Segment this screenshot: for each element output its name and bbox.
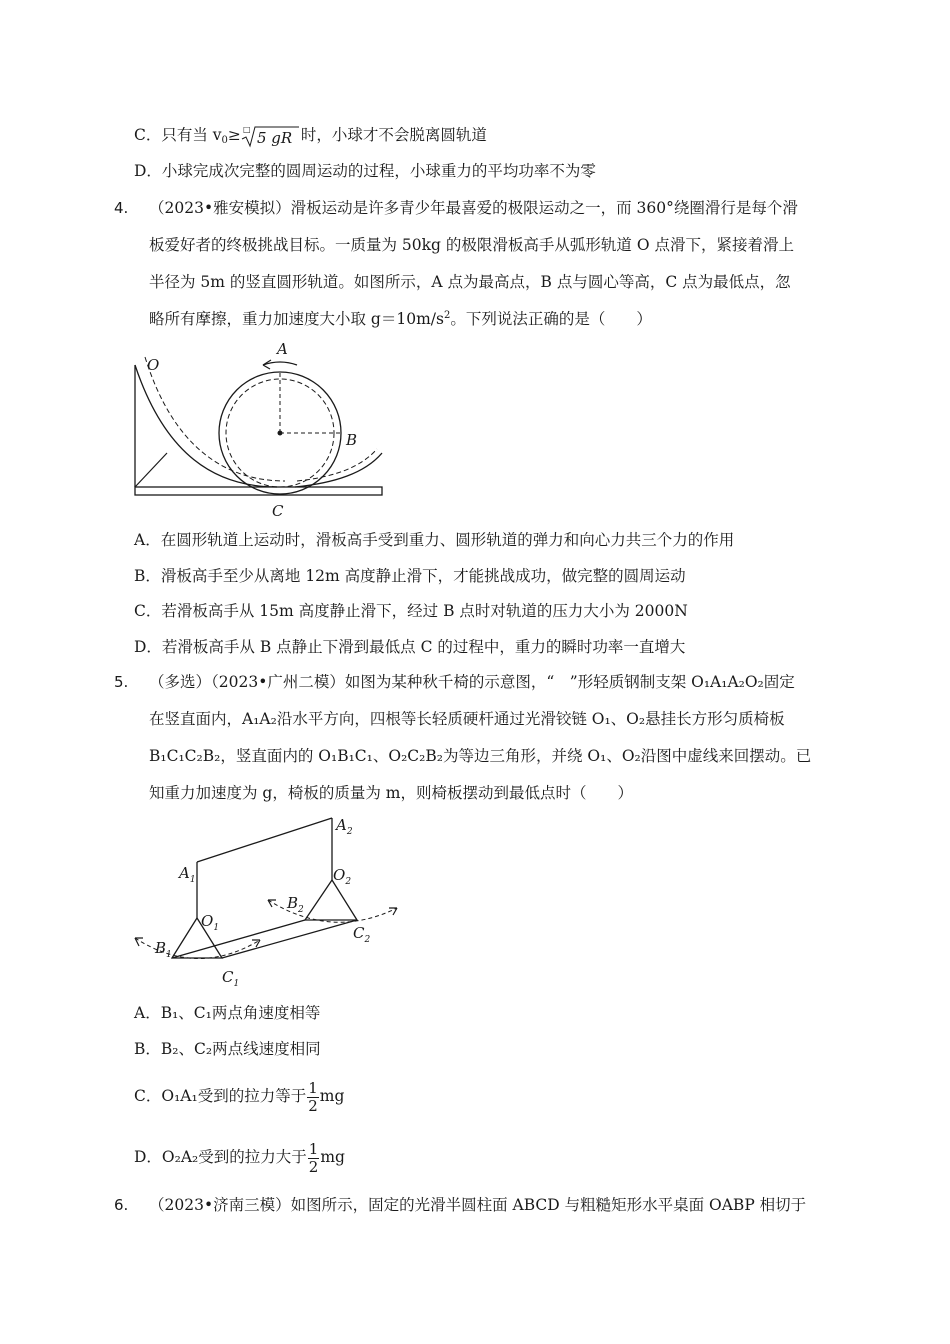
fraction-numerator: 1 (308, 1139, 319, 1158)
q5-option-c-mg: mg (319, 1087, 345, 1105)
label-c: C (272, 502, 284, 520)
fraction-denominator: 2 (308, 1096, 318, 1115)
label-o1: $O_1$ (201, 912, 220, 933)
q4-stem-line1: （2023•雅安模拟）滑板运动是许多青少年最喜爱的极限运动之一，而 360°绕圈滑行是每个滑 (149, 199, 798, 217)
label-b2: $B_2$ (287, 894, 304, 915)
q4-option-c: C．若滑板高手从 15m 高度静止滑下，经过 B 点时对轨道的压力大小为 2000N (134, 602, 688, 620)
label-a: A (277, 340, 288, 358)
q5-option-c (134, 1078, 344, 1115)
q3-option-c-end: 时，小球才不会脱离圆轨道 (300, 126, 487, 144)
q6-stem-line1: （2023•济南三模）如图所示，固定的光滑半圆柱面 ABCD 与粗糙矩形水平桌面 OABP 相切于 (149, 1196, 807, 1214)
q5-option-d (134, 1139, 345, 1176)
label-o2: $O_2$ (333, 866, 352, 887)
svg-text:□: □ (242, 125, 251, 134)
q5-stem-line2: 在竖直面内，A₁A₂沿水平方向，四根等长轻质硬杆通过光滑铰链 O₁、O₂悬挂长方形匀质椅板 (149, 710, 785, 728)
q5-number: 5. (114, 673, 129, 691)
fraction-numerator: 1 (308, 1078, 318, 1097)
label-b1: $B_1$ (155, 939, 172, 960)
label-a2: $A_2$ (336, 816, 353, 837)
label-o: O (147, 356, 160, 374)
q3-option-c (134, 124, 487, 148)
q4-stem-line4-text: 略所有摩擦，重力加速度大小取 g＝10m/s (149, 310, 444, 328)
q4-stem-line4-end: 。下列说法正确的是（ ） (450, 310, 652, 328)
q4-stem-line4-sup: 2 (443, 310, 451, 321)
sqrt-radicand: 5 gR (256, 129, 293, 147)
q4-stem-line4 (149, 308, 652, 330)
q4-option-a: A．在圆形轨道上运动时，滑板高手受到重力、圆形轨道的弹力和向心力共三个力的作用 (134, 531, 735, 549)
q5-option-c-text: C．O₁A₁受到的拉力等于 (134, 1087, 307, 1105)
q3-option-d: D．小球完成次完整的圆周运动的过程，小球重力的平均功率不为零 (134, 162, 596, 180)
q4-stem-line2: 板爱好者的终极挑战目标。一质量为 50kg 的极限滑板高手从弧形轨道 O 点滑下，紧接着滑上 (149, 236, 794, 254)
label-c2: $C_2$ (353, 924, 371, 945)
q4-option-d: D．若滑板高手从 B 点静止下滑到最低点 C 的过程中，重力的瞬时功率一直增大 (134, 638, 686, 656)
q5-option-d-text: D．O₂A₂受到的拉力大于 (134, 1148, 307, 1166)
label-b: B (346, 431, 358, 449)
q4-option-b: B．滑板高手至少从离地 12m 高度静止滑下，才能挑战成功，做完整的圆周运动 (134, 567, 686, 585)
q5-option-d-mg: mg (320, 1148, 345, 1166)
q3-option-c-text: C．只有当 v (134, 126, 222, 144)
fraction-one-half (307, 1080, 319, 1115)
label-a1: $A_1$ (179, 864, 196, 885)
sqrt-expression (241, 124, 301, 148)
q5-stem-line4: 知重力加速度为 g，椅板的质量为 m，则椅板摆动到最低点时（ ） (149, 784, 633, 802)
q4-stem-line3: 半径为 5m 的竖直圆形轨道。如图所示，A 点为最高点，B 点与圆心等高，C 点为最低点，忽 (149, 273, 791, 291)
q5-stem-line1: （多选）（2023•广州二模）如图为某种秋千椅的示意图，“ ”形轻质钢制支架 O₁A₁A₂O₂固定 (149, 673, 795, 691)
q3-option-c-sub: 0 (221, 135, 228, 146)
q4-number: 4. (114, 199, 129, 217)
swing-chair-figure (125, 810, 415, 992)
label-c1: $C_1$ (222, 968, 240, 989)
q5-stem-line3: B₁C₁C₂B₂，竖直面内的 O₁B₁C₁、O₂C₂B₂为等边三角形，并绕 O₁、O₂沿图中虚线来回摆动。已 (149, 747, 812, 765)
skateboard-loop-figure (125, 335, 395, 525)
q5-option-a: A．B₁、C₁两点角速度相等 (134, 1004, 321, 1022)
q5-option-b: B．B₂、C₂两点线速度相同 (134, 1040, 321, 1058)
fraction-one-half (308, 1141, 320, 1176)
q6-number: 6. (114, 1196, 129, 1214)
q3-option-c-ge: ≥ (227, 126, 241, 144)
fraction-denominator: 2 (308, 1157, 319, 1176)
